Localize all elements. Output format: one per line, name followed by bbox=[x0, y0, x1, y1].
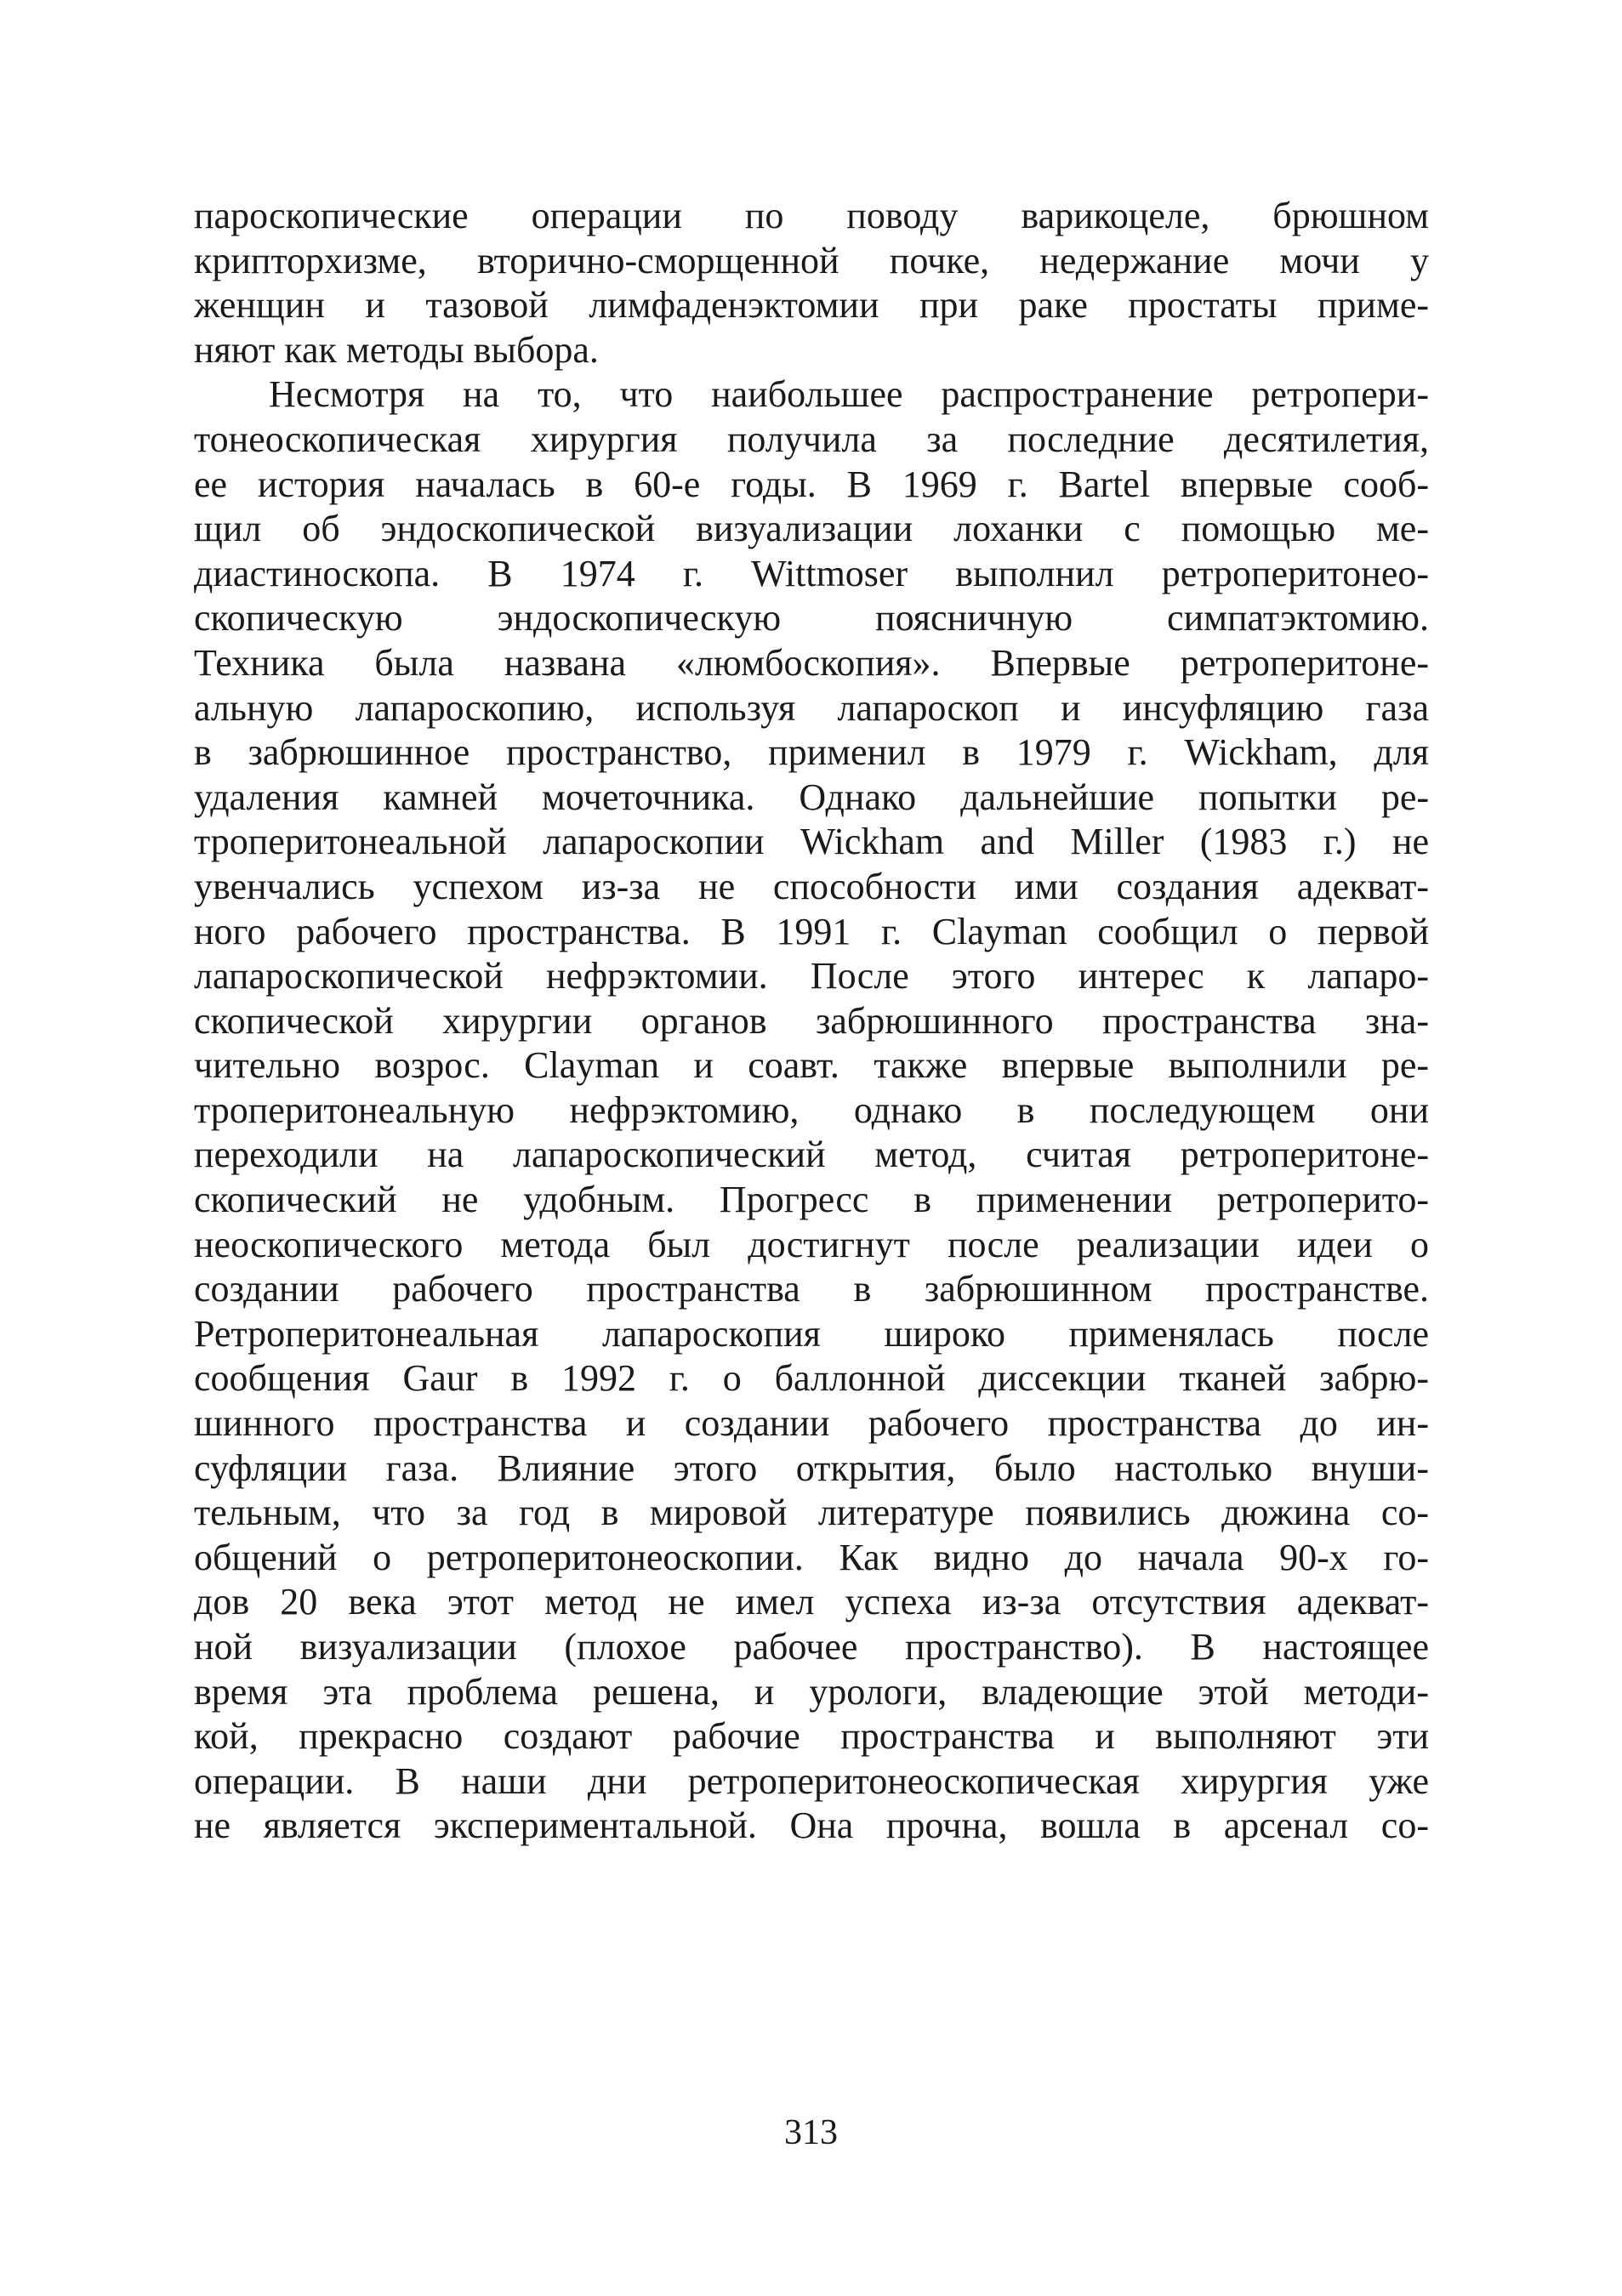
text-line: шинного пространства и создании рабочего пространства до ин- bbox=[194, 1402, 1429, 1445]
text-line: скопическую эндоскопическую поясничную симпатэктомию. bbox=[194, 597, 1429, 639]
text-line: ее история началась в 60-е годы. В 1969 г. Bartel впервые сооб- bbox=[194, 463, 1429, 505]
text-line: увенчались успехом из-за не способности ими создания адекват- bbox=[194, 865, 1429, 907]
text-line: скопической хирургии органов забрюшинного пространства зна- bbox=[194, 999, 1429, 1042]
text-line: крипторхизме, вторично-сморщенной почке, недержание мочи у bbox=[194, 239, 1429, 281]
text-line: время эта проблема решена, и урологи, владеющие этой методи- bbox=[194, 1670, 1429, 1713]
text-line: Ретроперитонеальная лапароскопия широко применялась после bbox=[194, 1312, 1429, 1355]
text-line: тельным, что за год в мировой литературе появились дюжина со- bbox=[194, 1492, 1429, 1534]
text-line: лапароскопической нефрэктомии. После этого интерес к лапаро- bbox=[194, 955, 1429, 997]
text-line: неоскопического метода был достигнут после реализации идеи о bbox=[194, 1223, 1429, 1265]
text-line: кой, прекрасно создают рабочие пространства и выполняют эти bbox=[194, 1715, 1429, 1758]
text-line: чительно возрос. Clayman и соавт. также впервые выполнили ре- bbox=[194, 1044, 1429, 1087]
page-number: 313 bbox=[784, 2113, 838, 2152]
text-line: пароскопические операции по поводу варикоцеле, брюшном bbox=[194, 195, 1429, 236]
text-line: операции. В наши дни ретроперитонеоскопическая хирургия уже bbox=[194, 1759, 1429, 1802]
body-text bbox=[194, 194, 1429, 1849]
text-line: тонеоскопическая хирургия получила за последние десятилетия, bbox=[194, 418, 1429, 460]
text-line: женщин и тазовой лимфаденэктомии при раке простаты приме- bbox=[194, 284, 1429, 327]
text-line: суфляции газа. Влияние этого открытия, было настолько внуши- bbox=[194, 1446, 1429, 1489]
text-line: троперитонеальной лапароскопии Wickham and Miller (1983 г.) не bbox=[194, 821, 1429, 863]
text-line: ного рабочего пространства. В 1991 г. Clayman сообщил о первой bbox=[194, 910, 1429, 952]
text-line: Несмотря на то, что наибольшее распространение ретропери- bbox=[269, 373, 1429, 416]
text-line: общений о ретроперитонеоскопии. Как видно до начала 90-х го- bbox=[194, 1536, 1429, 1578]
text-line: сообщения Gaur в 1992 г. о баллонной диссекции тканей забрю- bbox=[194, 1357, 1429, 1400]
text-line: в забрюшинное пространство, применил в 1979 г. Wickham, для bbox=[194, 731, 1429, 774]
text-line: щил об эндоскопической визуализации лоханки с помощью ме- bbox=[194, 508, 1429, 550]
text-line: няют как методы выбора. bbox=[194, 328, 599, 371]
text-line: ной визуализации (плохое рабочее пространство). В настоящее bbox=[194, 1626, 1429, 1668]
text-line: дов 20 века этот метод не имел успеха из-за отсутствия адекват- bbox=[194, 1581, 1429, 1623]
text-line: диастиноскопа. В 1974 г. Wittmoser выполнил ретроперитонео- bbox=[194, 552, 1429, 594]
text-line: альную лапароскопию, используя лапароскоп и инсуфляцию газа bbox=[194, 686, 1429, 729]
text-line: скопический не удобным. Прогресс в применении ретроперито- bbox=[194, 1179, 1429, 1221]
text-line: создании рабочего пространства в забрюшинном пространстве. bbox=[194, 1268, 1429, 1310]
text-line: переходили на лапароскопический метод, считая ретроперитоне- bbox=[194, 1134, 1429, 1176]
text-line: Техника была названа «люмбоскопия». Впервые ретроперитоне- bbox=[194, 641, 1429, 684]
text-line: троперитонеальную нефрэктомию, однако в последующем они bbox=[194, 1088, 1429, 1131]
text-line: не является экспериментальной. Она прочна, вошла в арсенал со- bbox=[194, 1804, 1429, 1847]
text-line: удаления камней мочеточника. Однако дальнейшие попытки ре- bbox=[194, 776, 1429, 818]
